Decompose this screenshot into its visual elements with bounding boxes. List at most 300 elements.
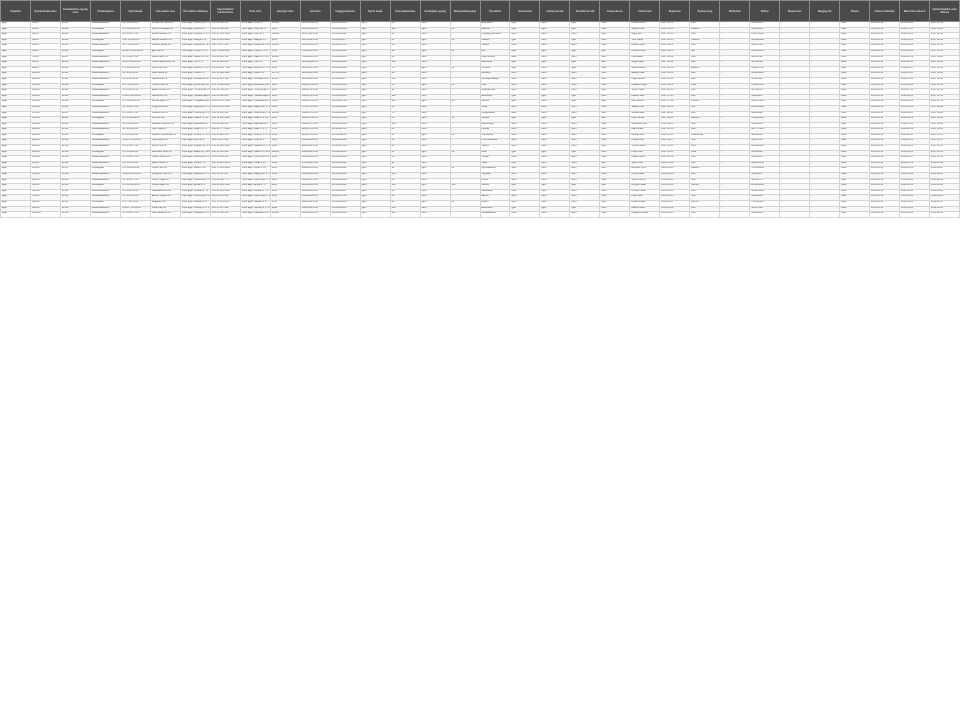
table-cell[interactable]: Bár [690, 49, 720, 55]
table-cell[interactable]: Nem [540, 178, 570, 184]
table-cell[interactable]: 10-09-032488 [330, 156, 360, 162]
table-cell[interactable]: 3300 Eger, Széchenyi u. 8. [180, 178, 210, 184]
table-cell[interactable]: Igen [360, 22, 390, 28]
table-cell[interactable]: 2017.05.16 [930, 77, 960, 83]
table-cell[interactable]: E-124 [60, 150, 90, 156]
table-cell[interactable]: 2018.03.05 [900, 111, 930, 117]
column-header[interactable]: Állapot [840, 1, 870, 22]
table-cell[interactable]: Nem [570, 167, 600, 173]
table-cell[interactable]: Nem [540, 212, 570, 218]
table-cell[interactable]: Kovács és Társa Kft. [150, 22, 180, 28]
table-cell[interactable]: Bolt [690, 212, 720, 218]
table-cell[interactable]: 2018.05.08 [900, 38, 930, 44]
table-cell[interactable]: Igen [420, 100, 450, 106]
table-cell[interactable]: - [450, 94, 480, 100]
table-cell[interactable]: 3300 Eger, Piac tér 3. [180, 139, 210, 145]
table-cell[interactable]: Eger [1, 195, 31, 201]
table-cell[interactable]: Nem [420, 173, 450, 179]
table-cell[interactable]: 2019.04.16 [870, 117, 900, 123]
table-cell[interactable]: E-121 [60, 133, 90, 139]
column-header[interactable]: Kereskedelmi egység neve [60, 1, 90, 22]
column-header[interactable]: Üzemeltető neve [150, 1, 180, 22]
table-cell[interactable]: 3300 Eger, Széchenyi u. 8. [240, 178, 270, 184]
table-cell[interactable]: Könyv [480, 178, 510, 184]
table-cell[interactable]: 2018.02.06 [930, 173, 960, 179]
column-header[interactable]: Helyrajzi szám [270, 1, 300, 22]
table-cell[interactable]: Nem [540, 189, 570, 195]
table-cell[interactable]: Bolt [690, 105, 720, 111]
table-cell[interactable]: 5/2017 [30, 44, 60, 50]
table-cell[interactable]: - [810, 167, 840, 173]
column-header[interactable]: Megjegyzés [810, 1, 840, 22]
table-cell[interactable]: 2019.04.16 [870, 122, 900, 128]
table-cell[interactable]: Cukrászda [480, 133, 510, 139]
table-cell[interactable]: Kiskereskedelmi [90, 94, 120, 100]
table-cell[interactable]: Aktív [840, 77, 870, 83]
table-cell[interactable]: Bolt [690, 72, 720, 78]
table-cell[interactable]: 3300 Eger, Hatvani kapu t [180, 94, 210, 100]
table-cell[interactable]: 1418 [270, 156, 300, 162]
table-cell[interactable]: Bolt [690, 156, 720, 162]
table-cell[interactable]: 2018.02.20 [660, 178, 690, 184]
table-cell[interactable]: - [720, 122, 750, 128]
table-cell[interactable]: E-120 [60, 128, 90, 134]
table-cell[interactable]: - [810, 111, 840, 117]
table-cell[interactable]: - [720, 150, 750, 156]
table-cell[interactable]: 10-06-006441 [330, 83, 360, 89]
table-cell[interactable]: 1404 [270, 178, 300, 184]
table-cell[interactable]: 3300 Eger, Dobó u. 18. [240, 167, 270, 173]
table-cell[interactable]: 7/2017 [30, 55, 60, 61]
table-cell[interactable]: Nem [510, 89, 540, 95]
table-cell[interactable]: - [720, 77, 750, 83]
table-cell[interactable]: Igen [510, 22, 540, 28]
table-cell[interactable]: 2018.02.19 [900, 55, 930, 61]
table-cell[interactable]: 30/5557812 [750, 100, 780, 106]
table-cell[interactable]: Igen [570, 184, 600, 190]
table-cell[interactable]: 10-09-032019 [330, 133, 360, 139]
table-cell[interactable]: Fodor Edit [630, 195, 660, 201]
table-cell[interactable]: Nem [600, 156, 630, 162]
table-cell[interactable]: 2018.09.14 [900, 44, 930, 50]
table-cell[interactable]: 3300 Eger, Knézich K. u. 2. [240, 133, 270, 139]
table-cell[interactable]: 2017.05.16 [660, 77, 690, 83]
table-cell[interactable]: 2017.04.04 [660, 61, 690, 67]
table-cell[interactable]: +36 20 415 9980 [210, 105, 240, 111]
table-cell[interactable]: - [450, 145, 480, 151]
table-cell[interactable]: Nem [570, 145, 600, 151]
table-cell[interactable]: Aktív [840, 145, 870, 151]
table-cell[interactable]: Minaret Cukrászda Kft. [150, 133, 180, 139]
table-cell[interactable]: 25 [390, 105, 420, 111]
table-cell[interactable]: 2017.01.20 [660, 27, 690, 33]
table-cell[interactable]: Nem [600, 201, 630, 207]
table-cell[interactable]: Eger [1, 117, 31, 123]
table-cell[interactable]: Igen [420, 150, 450, 156]
table-cell[interactable]: H-P 8:00-18:00 [120, 161, 150, 167]
table-cell[interactable]: Bár [480, 49, 510, 55]
table-cell[interactable]: 3901/2 [270, 150, 300, 156]
table-cell[interactable]: +36 20 331 7760 [210, 66, 240, 72]
table-cell[interactable]: Elektro Plusz Kft. [150, 89, 180, 95]
table-cell[interactable]: - [780, 72, 810, 78]
table-cell[interactable]: Grill Kert Bt. [150, 117, 180, 123]
table-cell[interactable]: Vendéglátó [90, 66, 120, 72]
table-cell[interactable]: 10-09-033240 [330, 173, 360, 179]
table-cell[interactable]: 2017.01.12 [660, 22, 690, 28]
table-cell[interactable]: Aktív [840, 167, 870, 173]
table-cell[interactable]: 4102/7 [270, 77, 300, 83]
table-cell[interactable]: Söröző [480, 184, 510, 190]
table-cell[interactable]: Nem [510, 189, 540, 195]
table-cell[interactable]: Aktív [840, 195, 870, 201]
table-cell[interactable]: E-113 [60, 89, 90, 95]
table-cell[interactable]: Eger [1, 145, 31, 151]
table-cell[interactable]: Nem [510, 55, 540, 61]
table-cell[interactable]: 2019.02.04 [900, 178, 930, 184]
table-cell[interactable]: Nem [600, 173, 630, 179]
table-cell[interactable]: 2019.04.16 [870, 105, 900, 111]
table-cell[interactable]: Igen [510, 49, 540, 55]
table-cell[interactable]: - [780, 55, 810, 61]
table-cell[interactable]: +36 36 312 880 [210, 150, 240, 156]
table-cell[interactable]: 3300 Eger, Bajcsy-Zs. u. 11. [180, 105, 210, 111]
table-cell[interactable]: 40 [390, 201, 420, 207]
table-cell[interactable]: Virág [480, 105, 510, 111]
table-cell[interactable]: 2019.04.08 [900, 206, 930, 212]
table-cell[interactable]: 48 [390, 44, 420, 50]
table-cell[interactable]: Igen [510, 38, 540, 44]
table-cell[interactable]: 22234579-2-10 [300, 133, 330, 139]
table-cell[interactable]: 22 [390, 145, 420, 151]
table-cell[interactable]: Eger [1, 189, 31, 195]
table-cell[interactable]: Kiskereskedelmi [90, 195, 120, 201]
table-cell[interactable]: - [450, 195, 480, 201]
table-cell[interactable]: E-114 [60, 94, 90, 100]
table-cell[interactable]: 3300 Eger, Dobó tér 6. [240, 27, 270, 33]
table-cell[interactable]: Nem [570, 128, 600, 134]
table-cell[interactable]: - [780, 94, 810, 100]
table-cell[interactable]: 10-09-030112 [330, 33, 360, 39]
table-cell[interactable]: 110 [450, 184, 480, 190]
table-cell[interactable]: 46 [390, 161, 420, 167]
table-cell[interactable]: 90 [390, 49, 420, 55]
table-cell[interactable]: 3300 Eger, Piac tér 3. [240, 139, 270, 145]
table-cell[interactable]: Nem [510, 77, 540, 83]
table-cell[interactable]: 2018.10.29 [900, 161, 930, 167]
table-cell[interactable]: 23234580-2-10 [300, 139, 330, 145]
table-cell[interactable]: Eger [1, 49, 31, 55]
table-cell[interactable]: Igen [360, 100, 390, 106]
table-cell[interactable]: - [810, 27, 840, 33]
table-cell[interactable]: Juhász Béla [630, 111, 660, 117]
table-cell[interactable]: 150 [390, 77, 420, 83]
table-cell[interactable]: +36 70 218 6634 [210, 117, 240, 123]
table-cell[interactable]: 2019.04.16 [870, 133, 900, 139]
table-cell[interactable]: Nem [510, 128, 540, 134]
table-cell[interactable]: 120 [390, 27, 420, 33]
table-cell[interactable]: Nem [540, 105, 570, 111]
table-cell[interactable]: H-P 8:00-16:00 [120, 189, 150, 195]
table-cell[interactable]: - [720, 117, 750, 123]
table-cell[interactable]: Bolt [690, 189, 720, 195]
table-cell[interactable]: Nem [540, 111, 570, 117]
table-cell[interactable]: 36/520144 [750, 122, 780, 128]
table-cell[interactable]: 11234568-2-10 [300, 72, 330, 78]
table-cell[interactable]: 10-09-027665 [330, 44, 360, 50]
table-cell[interactable]: Nem [570, 139, 600, 145]
table-cell[interactable]: Nem [420, 72, 450, 78]
table-cell[interactable]: 2017.11.21 [660, 145, 690, 151]
table-cell[interactable]: 2017.04.18 [930, 66, 960, 72]
table-cell[interactable]: H-P 9:00-17:00 [120, 145, 150, 151]
table-cell[interactable]: Kiskereskedelmi [90, 22, 120, 28]
table-cell[interactable]: Kávézó [690, 38, 720, 44]
table-cell[interactable]: Nem [570, 83, 600, 89]
table-cell[interactable]: 10-09-028034 [330, 55, 360, 61]
table-cell[interactable]: Eger [1, 122, 31, 128]
table-cell[interactable]: 67891234-2-10 [300, 49, 330, 55]
table-cell[interactable]: 2233 [270, 94, 300, 100]
table-cell[interactable]: Fekete Ildikó [630, 44, 660, 50]
table-cell[interactable]: Nem [420, 22, 450, 28]
table-cell[interactable]: 3300 Eger, Grónay S. u. 2. [180, 206, 210, 212]
table-cell[interactable]: 10-09-033498 [330, 184, 360, 190]
table-cell[interactable]: Igen [360, 195, 390, 201]
table-cell[interactable]: Bakos Linda [630, 206, 660, 212]
table-cell[interactable]: 1622 [270, 145, 300, 151]
table-cell[interactable]: - [450, 122, 480, 128]
table-cell[interactable]: Nem [600, 145, 630, 151]
table-cell[interactable]: 10-06-007811 [330, 161, 360, 167]
table-cell[interactable]: 26234583-2-10 [300, 156, 330, 162]
table-cell[interactable]: 2018.08.09 [900, 128, 930, 134]
table-cell[interactable]: 25234582-2-10 [300, 150, 330, 156]
table-cell[interactable]: 1002 [270, 61, 300, 67]
table-cell[interactable]: 2018.02.12 [900, 139, 930, 145]
table-cell[interactable]: 2017.03.01 [930, 44, 960, 50]
table-cell[interactable]: 2018.03.21 [900, 33, 930, 39]
table-cell[interactable]: 140 [390, 100, 420, 106]
table-cell[interactable]: Mobil Pont Bt. [150, 145, 180, 151]
table-cell[interactable]: Eger [1, 206, 31, 212]
table-cell[interactable]: Nem [540, 195, 570, 201]
table-cell[interactable]: H-P 9:00-18:00 [120, 72, 150, 78]
table-cell[interactable]: 3300 Eger, Maklári út 9. [240, 201, 270, 207]
table-cell[interactable]: +36 70 230 4411 [210, 49, 240, 55]
column-header[interactable]: Módosítás [720, 1, 750, 22]
table-cell[interactable]: 2450/3 [270, 55, 300, 61]
table-cell[interactable]: Nem [420, 89, 450, 95]
table-cell[interactable]: Nem [600, 38, 630, 44]
column-header[interactable]: Üzletvezető [630, 1, 660, 22]
table-cell[interactable]: 5521 [270, 122, 300, 128]
table-cell[interactable]: 10-06-006123 [330, 72, 360, 78]
table-cell[interactable]: - [810, 77, 840, 83]
table-cell[interactable]: 2017.06.13 [660, 89, 690, 95]
table-row[interactable] [1, 212, 960, 218]
table-cell[interactable]: - [450, 212, 480, 218]
table-cell[interactable]: Nem [510, 195, 540, 201]
table-cell[interactable]: +36 36 520 908 [210, 212, 240, 218]
table-cell[interactable]: 10-06-008430 [330, 201, 360, 207]
table-cell[interactable]: 3300 Eger, Törvényház u. 14. [240, 89, 270, 95]
table-cell[interactable]: Sarok ABC Kft. [150, 94, 180, 100]
table-cell[interactable]: Eger [1, 178, 31, 184]
table-cell[interactable]: Nem [570, 178, 600, 184]
table-cell[interactable]: Molnár Dávid [630, 66, 660, 72]
table-cell[interactable]: Kiskereskedelmi [90, 212, 120, 218]
table-cell[interactable]: H-Szo 8:00-20:00 [120, 61, 150, 67]
table-cell[interactable]: Igen [510, 61, 540, 67]
table-cell[interactable]: - [720, 178, 750, 184]
table-cell[interactable]: - [780, 33, 810, 39]
table-cell[interactable]: 55 [390, 133, 420, 139]
table-cell[interactable]: 12345678-2-10 [300, 22, 330, 28]
table-cell[interactable]: Élelmiszer [480, 94, 510, 100]
table-cell[interactable]: - [720, 128, 750, 134]
table-cell[interactable]: Igen [510, 184, 540, 190]
table-cell[interactable]: 14234571-2-10 [300, 89, 330, 95]
table-cell[interactable]: Bolt [690, 128, 720, 134]
table-cell[interactable]: - [450, 77, 480, 83]
table-cell[interactable]: 2018.01.23 [930, 167, 960, 173]
table-cell[interactable]: 13/2017 [30, 89, 60, 95]
table-cell[interactable]: Agria Papír Kft. [150, 55, 180, 61]
table-cell[interactable]: H-Sz 8:00-20:00 [120, 38, 150, 44]
table-cell[interactable]: Antal Richárd [630, 201, 660, 207]
table-cell[interactable]: Aktív [840, 83, 870, 89]
table-cell[interactable]: H-V 11:00-22:00 [120, 167, 150, 173]
table-cell[interactable]: E-104 [60, 38, 90, 44]
table-cell[interactable]: Rácz Erika [630, 128, 660, 134]
table-cell[interactable]: 180 [390, 94, 420, 100]
table-cell[interactable]: - [780, 117, 810, 123]
table-cell[interactable]: 2017.10.03 [930, 128, 960, 134]
table-cell[interactable]: 10/2018 [30, 212, 60, 218]
table-cell[interactable]: Nem [420, 33, 450, 39]
table-cell[interactable]: Vincze Ádám [630, 145, 660, 151]
table-cell[interactable]: Aktív [840, 201, 870, 207]
table-cell[interactable]: Kiss Márta [630, 55, 660, 61]
table-cell[interactable]: - [780, 83, 810, 89]
table-cell[interactable]: 3300 Eger, Jókai u. 9. [240, 72, 270, 78]
table-cell[interactable]: 20/5551201 [750, 33, 780, 39]
table-cell[interactable]: 2019.04.16 [870, 206, 900, 212]
table-cell[interactable]: 2018.10.02 [900, 49, 930, 55]
table-cell[interactable]: Aktív [840, 89, 870, 95]
table-cell[interactable]: 2017.04.18 [660, 66, 690, 72]
table-cell[interactable]: - [810, 61, 840, 67]
table-cell[interactable]: - [810, 122, 840, 128]
table-cell[interactable]: Bolt [690, 89, 720, 95]
table-cell[interactable]: 2018.07.11 [900, 27, 930, 33]
table-cell[interactable]: Eger [1, 22, 31, 28]
table-cell[interactable]: - [720, 49, 750, 55]
table-cell[interactable]: 3300 Eger, Faiskola út 12. [180, 212, 210, 218]
table-cell[interactable]: 2019.02.25 [900, 184, 930, 190]
table-cell[interactable]: 2018.04.03 [660, 195, 690, 201]
table-cell[interactable]: Horváth Zsolt [630, 49, 660, 55]
table-cell[interactable]: Állateledel [480, 189, 510, 195]
table-cell[interactable]: 2017.08.02 [660, 105, 690, 111]
table-cell[interactable]: Friss Piac Kft. [150, 206, 180, 212]
table-cell[interactable]: Igen [360, 128, 390, 134]
table-cell[interactable]: 10-06-008006 [330, 178, 360, 184]
table-cell[interactable]: Élelmiszer [480, 61, 510, 67]
table-cell[interactable]: Igen [360, 161, 390, 167]
table-cell[interactable]: 2019.04.16 [870, 201, 900, 207]
table-cell[interactable]: 2019.04.16 [870, 61, 900, 67]
table-cell[interactable]: +36 36 413 090 [210, 195, 240, 201]
table-cell[interactable]: +36 36 515 302 [210, 77, 240, 83]
table-cell[interactable]: Kiskereskedelmi [90, 128, 120, 134]
table-cell[interactable]: Nem [420, 55, 450, 61]
table-cell[interactable]: 2017.05.02 [930, 72, 960, 78]
table-cell[interactable]: Eger [1, 77, 31, 83]
table-cell[interactable]: E-132 [60, 195, 90, 201]
table-cell[interactable]: 2018.04.17 [660, 201, 690, 207]
table-cell[interactable]: 2019.04.16 [870, 195, 900, 201]
table-cell[interactable]: - [450, 161, 480, 167]
table-cell[interactable]: Nem [600, 89, 630, 95]
table-cell[interactable]: Eger [1, 100, 31, 106]
table-cell[interactable]: Bolt [690, 33, 720, 39]
table-cell[interactable]: 2017.10.03 [660, 128, 690, 134]
table-cell[interactable]: Nem [600, 150, 630, 156]
table-cell[interactable]: 75 [390, 66, 420, 72]
table-cell[interactable]: Nem [540, 100, 570, 106]
table-cell[interactable]: 36/320118 [750, 27, 780, 33]
table-cell[interactable]: 36/412550 [750, 22, 780, 28]
table-cell[interactable]: 2019.04.16 [870, 66, 900, 72]
table-cell[interactable]: 42 [390, 167, 420, 173]
table-cell[interactable]: 21/2017 [30, 133, 60, 139]
table-cell[interactable]: 130 [390, 173, 420, 179]
table-cell[interactable]: E-105 [60, 44, 90, 50]
table-cell[interactable]: 2019.04.16 [870, 128, 900, 134]
table-cell[interactable]: Igen [420, 201, 450, 207]
table-cell[interactable]: 22/2017 [30, 139, 60, 145]
table-cell[interactable]: Nem [570, 212, 600, 218]
table-cell[interactable]: Igen [360, 49, 390, 55]
table-cell[interactable]: 2019.03.11 [900, 189, 930, 195]
table-cell[interactable]: Vendéglátó [90, 167, 120, 173]
table-cell[interactable]: H-V 10:00-22:00 [120, 117, 150, 123]
table-cell[interactable]: 8/2017 [30, 61, 60, 67]
table-cell[interactable]: +36 36 517 221 [210, 206, 240, 212]
table-cell[interactable]: H-P 8:00-17:00 [120, 111, 150, 117]
table-cell[interactable]: 2017.11.07 [930, 139, 960, 145]
table-cell[interactable]: Igen [570, 150, 600, 156]
table-cell[interactable]: 10-09-030998 [330, 139, 360, 145]
table-cell[interactable]: Nem [420, 206, 450, 212]
table-cell[interactable]: Ékszer Szalon Kft. [150, 195, 180, 201]
table-cell[interactable]: 14/2017 [30, 94, 60, 100]
table-cell[interactable]: 3300 Eger, Piac tér 1. [240, 33, 270, 39]
table-cell[interactable]: Nem [570, 161, 600, 167]
table-cell[interactable]: Nem [600, 122, 630, 128]
table-cell[interactable]: Vendéglátó [90, 150, 120, 156]
table-cell[interactable]: Nem [600, 189, 630, 195]
table-cell[interactable]: 28234585-2-10 [300, 167, 330, 173]
table-cell[interactable]: - [810, 89, 840, 95]
table-cell[interactable]: Nem [510, 122, 540, 128]
table-cell[interactable]: 70/5052219 [750, 167, 780, 173]
table-cell[interactable]: Igen [360, 27, 390, 33]
table-cell[interactable]: E-127 [60, 167, 90, 173]
table-cell[interactable]: Grillbár [480, 117, 510, 123]
